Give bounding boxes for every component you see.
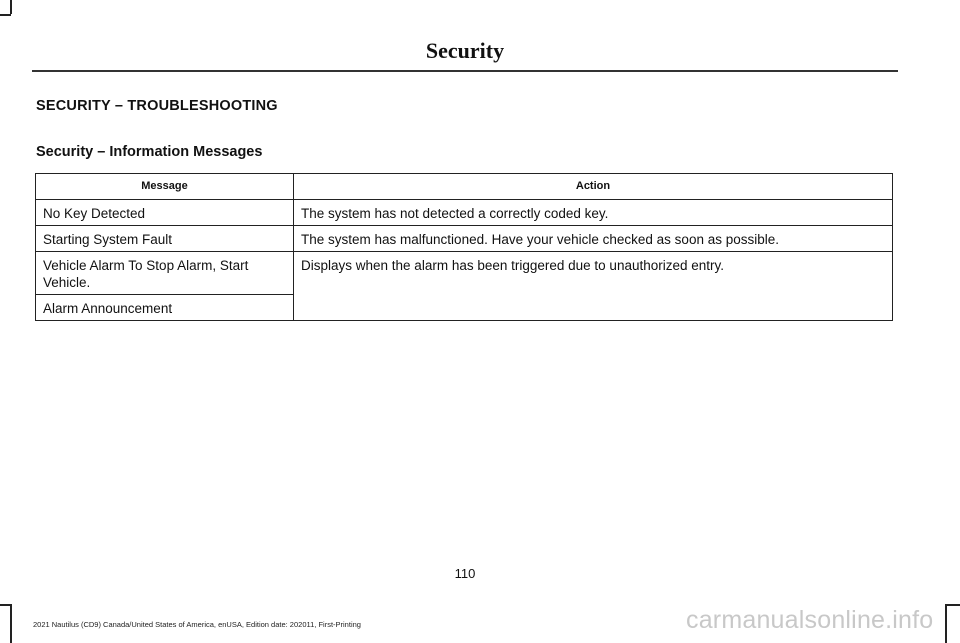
section-heading: SECURITY – TROUBLESHOOTING [36,98,278,114]
action-cell: The system has malfunctioned. Have your vehicle checked as soon as possible. [294,226,893,252]
edition-footer: 2021 Nautilus (CD9) Canada/United States of America, enUSA, Edition date: 202011, First-Printing [33,620,361,629]
page-header-title: Security [425,38,505,63]
column-header-message: Message [36,174,294,200]
table-row [36,226,893,252]
crop-mark-top-left-horizontal [0,14,11,16]
message-cell: Alarm Announcement [36,295,294,321]
header-divider [32,70,898,72]
table-caption: Security – Information Messages [36,144,263,160]
message-cell: Vehicle Alarm To Stop Alarm, Start Vehicle. [36,252,294,295]
action-cell: The system has not detected a correctly coded key. [294,200,893,226]
table-header-row [36,174,893,200]
crop-mark-bottom-right-horizontal [945,604,960,606]
message-cell: Starting System Fault [36,226,294,252]
action-cell: Displays when the alarm has been triggered due to unauthorized entry. [294,252,893,321]
page-number: 110 [454,566,476,581]
table-row [36,252,893,295]
crop-mark-top-left-vertical [10,0,12,14]
table-row [36,200,893,226]
crop-mark-bottom-right-vertical [945,604,947,643]
crop-mark-bottom-left-vertical [10,604,12,643]
information-messages-table [35,173,893,321]
message-cell: No Key Detected [36,200,294,226]
crop-mark-bottom-left-horizontal [0,604,11,606]
column-header-action: Action [294,174,893,200]
watermark-text: carmanualsonline.info [686,606,934,634]
